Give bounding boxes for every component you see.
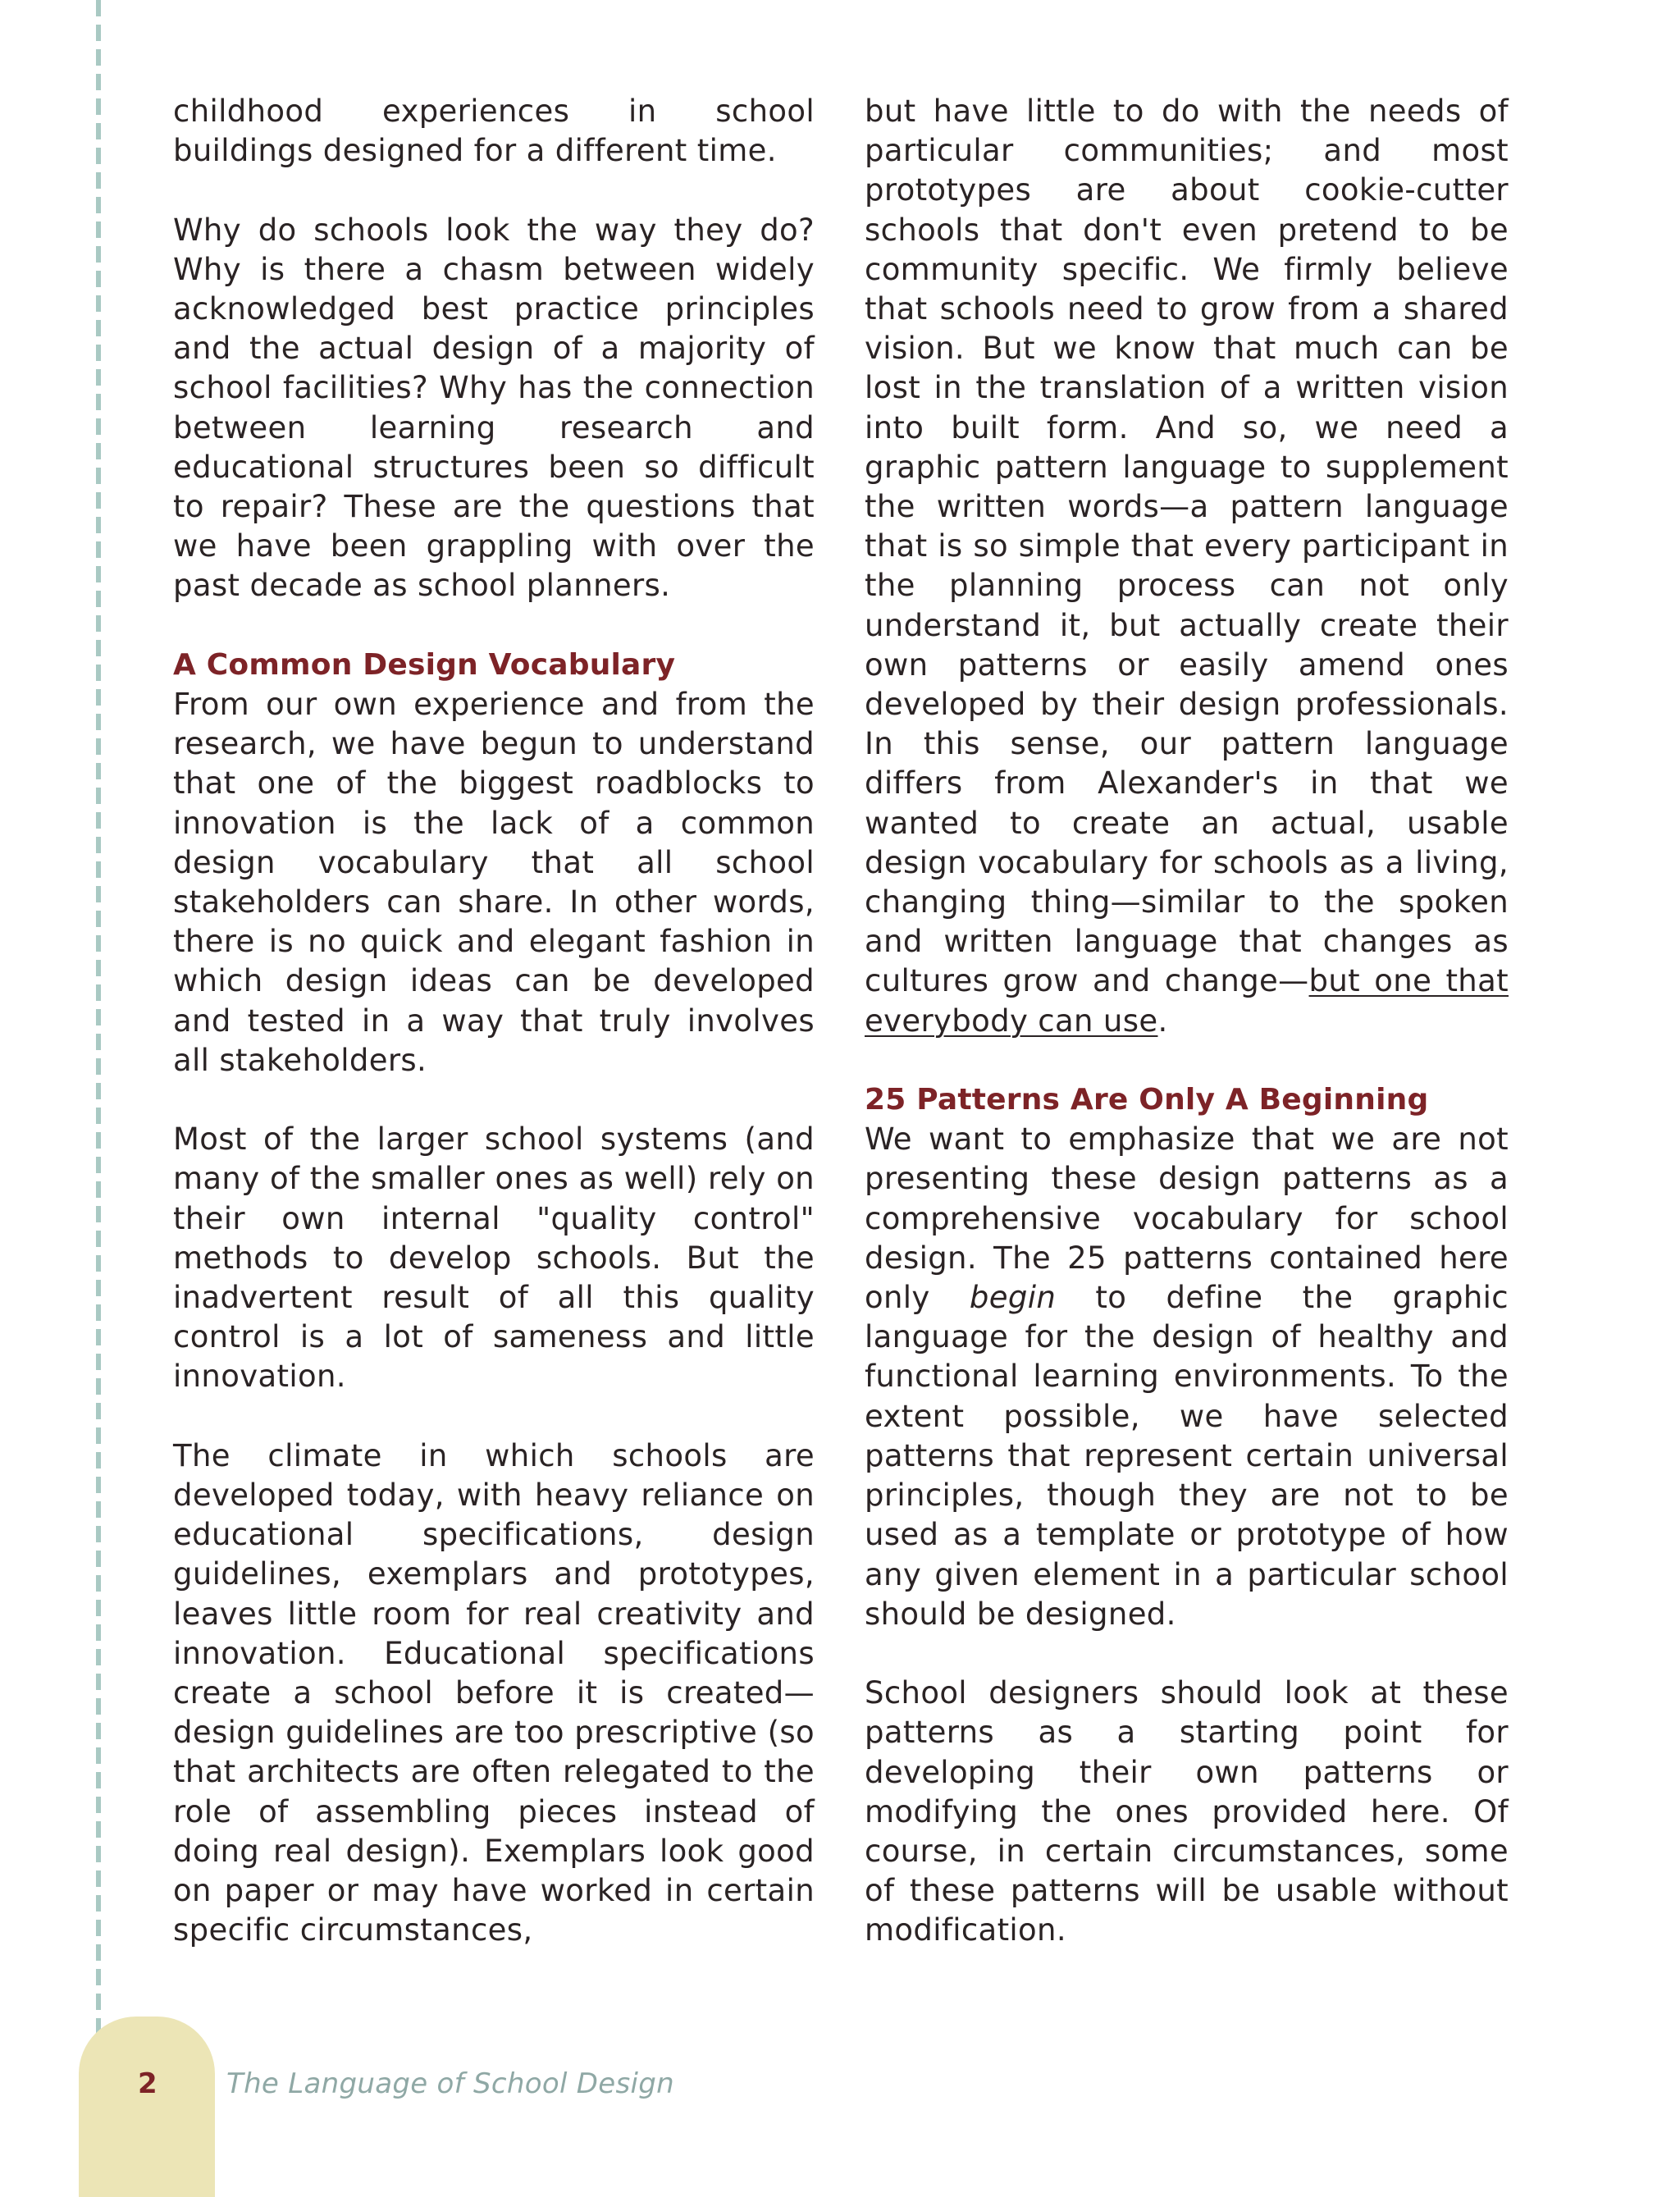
- paragraph: The climate in which schools are developed today, with heavy reliance on educational specifications, design guidelines, exemplars and prototypes, leaves little room for real creativity and innovation. Educational specifications create a school before it is created—design guidelines are too prescriptive (so that architects are often relegated to the role of assembling pieces instead of doing real design). Exemplars look good on paper or may have worked in certain specific circumstances,: [173, 1437, 815, 1948]
- page-number-tab: [79, 2017, 215, 2197]
- paragraph-text: We want to emphasize that we are not presenting these design patterns as a comprehensive vocabulary for school design. The 25 patterns contained here only: [865, 1121, 1509, 1316]
- paragraph: Why do schools look the way they do? Why is there a chasm between widely acknowledged best practice principles and the actual design of a majority of school facilities? Why has the connection between learning research and educational structures been so difficult to repair? These are the questions that we have been grappling with over the past decade as school planners.: [173, 212, 815, 604]
- page-number: 2: [138, 2067, 158, 2100]
- paragraph: Most of the larger school systems (and many of the smaller ones as well) rely on their own internal "quality control" methods to develop schools. But the inadvertent result of all this quality control is a lot of sameness and little innovation.: [173, 1121, 815, 1395]
- paragraph-text: but have little to do with the needs of particular communities; and most prototypes are about cookie-cutter schools that don't even pretend to be community specific. We firmly believe that schools need to grow from a shared vision. But we know that much can be lost in the translation of a written vision into built form. And so, we need a graphic pattern language to supplement the written words—a pattern language that is so simple that every participant in the planning process can not only understand it, but actually create their own patterns or easily amend ones developed by their design professionals. In this sense, our pattern language differs from Alexander's in that we wanted to create an actual, usable design vocabulary for schools as a living, changing thing—similar to the spoken and written language that changes as cultures grow and change—: [865, 94, 1509, 999]
- paragraph: School designers should look at these patterns as a starting point for developing their own patterns or modifying the ones provided here. Of course, in certain circumstances, some of these patterns will be usable without modification.: [865, 1675, 1509, 1948]
- section-heading: 25 Patterns Are Only A Beginning: [865, 1083, 1429, 1117]
- paragraph: From our own experience and from the research, we have begun to understand that one of the biggest roadblocks to innovation is the lack of a common design vocabulary that all school stakeholders can share. In other words, there is no quick and elegant fashion in which design ideas can be developed and tested in a way that truly involves all stakeholders.: [173, 687, 815, 1078]
- running-title: The Language of School Design: [226, 2067, 674, 2100]
- section-heading: A Common Design Vocabulary: [173, 647, 676, 682]
- paragraph: [865, 92, 1509, 1041]
- paragraph-end: .: [1157, 1003, 1168, 1039]
- paragraph-text: to define the graphic language for the design of healthy and functional learning environments. To the extent possible, we have selected patterns that represent certain universal principles, though they are not to be used as a template or prototype of how any given element in a particular school should be designed.: [865, 1280, 1509, 1632]
- paragraph: [865, 1120, 1509, 1634]
- underlined-phrase: but one that everybody can use: [865, 963, 1509, 1039]
- paragraph: childhood experiences in school buildings designed for a different time.: [173, 94, 815, 169]
- left-column: [173, 92, 815, 1950]
- right-column: [865, 92, 1509, 1951]
- italic-word: begin: [969, 1280, 1057, 1316]
- dashed-margin-rule: [96, 0, 101, 2174]
